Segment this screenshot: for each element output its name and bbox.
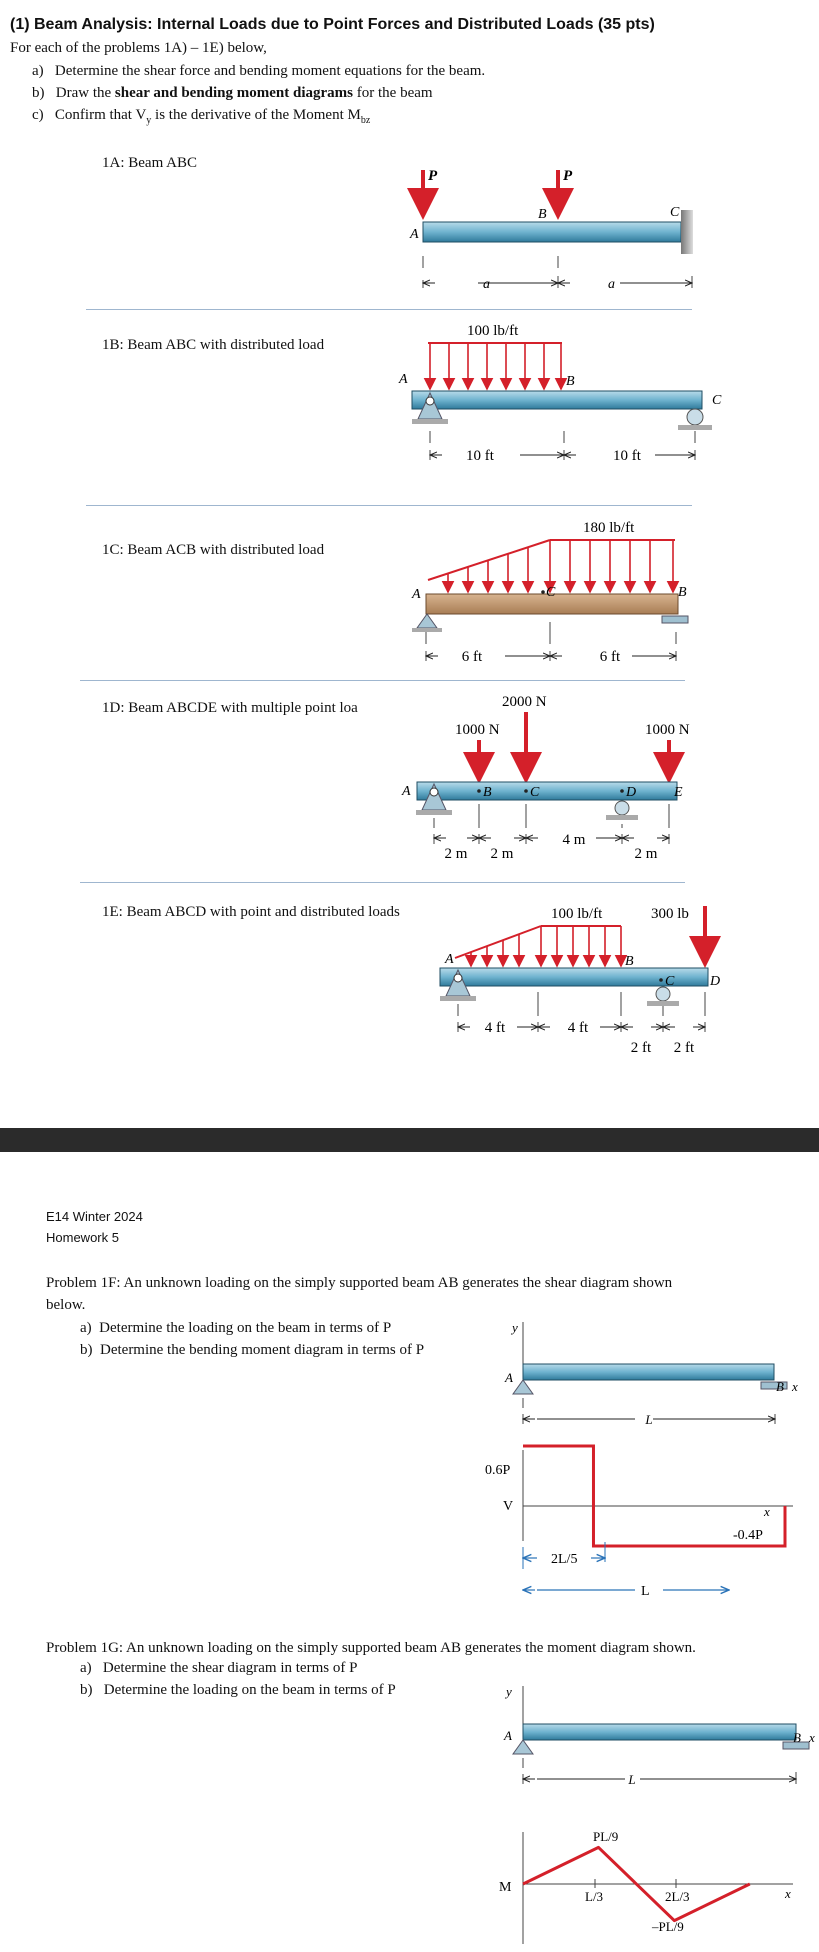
distributed-load-arrows bbox=[471, 926, 621, 966]
beam bbox=[423, 222, 681, 242]
point-b-label: B bbox=[483, 785, 492, 800]
roller-support bbox=[615, 801, 629, 815]
point-b-label: B bbox=[678, 585, 687, 600]
y-axis-label: y bbox=[506, 1684, 512, 1699]
distributed-load-label: 100 lb/ft bbox=[467, 323, 519, 339]
point-d-label: D bbox=[626, 785, 637, 800]
distributed-load-arrows bbox=[430, 343, 561, 389]
beam-1b-diagram bbox=[390, 315, 720, 485]
beam bbox=[412, 391, 702, 409]
point-b-label: B bbox=[538, 207, 547, 222]
point-c-label: C bbox=[665, 974, 675, 989]
point-a-label: A bbox=[410, 227, 419, 242]
separator bbox=[86, 505, 692, 506]
load-label: P bbox=[428, 168, 438, 184]
problem-1d-label: 1D: Beam ABCDE with multiple point loa bbox=[102, 700, 358, 716]
task-text: Draw the bbox=[55, 85, 115, 101]
tick-label: 2L/3 bbox=[665, 1889, 690, 1904]
problem-1e-label: 1E: Beam ABCD with point and distributed loads bbox=[102, 904, 400, 920]
load-label: 2000 N bbox=[502, 694, 547, 710]
dimension-label: 4 ft bbox=[484, 1020, 506, 1036]
v-max-label: 0.6P bbox=[485, 1463, 511, 1478]
section-title: (1) Beam Analysis: Internal Loads due to Point Forces and Distributed Loads (35 pts) bbox=[10, 16, 655, 33]
dimension-label: 2 m bbox=[634, 846, 658, 862]
roller-support bbox=[662, 616, 688, 623]
v-min-label: -0.4P bbox=[733, 1528, 763, 1543]
roller-support bbox=[656, 987, 670, 1001]
problem-1g-text: Problem 1G: An unknown loading on the simply supported beam AB generates the moment diagram shown. bbox=[46, 1640, 696, 1656]
dimension-label: 2 ft bbox=[673, 1040, 695, 1056]
beam bbox=[523, 1364, 774, 1380]
distributed-load-label: 100 lb/ft bbox=[551, 906, 603, 922]
x-axis-label: x bbox=[764, 1504, 770, 1519]
problem-1b-label: 1B: Beam ABC with distributed load bbox=[102, 337, 325, 353]
task-marker: b) bbox=[80, 1682, 93, 1698]
v-axis-label: V bbox=[503, 1499, 514, 1514]
problem-1f-task-b bbox=[80, 1342, 424, 1359]
task-text: Determine the loading on the beam in terms of P bbox=[103, 1682, 396, 1698]
dimension-label: 10 ft bbox=[613, 448, 641, 464]
ground bbox=[647, 1001, 679, 1006]
point-d-label: D bbox=[710, 974, 721, 989]
ground bbox=[606, 815, 638, 820]
problem-1f-diagram bbox=[475, 1316, 798, 1606]
separator bbox=[80, 680, 685, 681]
point-c-label: C bbox=[546, 585, 556, 600]
dimension-label: 10 ft bbox=[466, 448, 494, 464]
task-b bbox=[32, 85, 433, 102]
distributed-load-label: 180 lb/ft bbox=[583, 520, 635, 536]
problem-1g-task-b bbox=[80, 1682, 396, 1699]
ground bbox=[412, 419, 448, 424]
x-axis-label: x bbox=[809, 1730, 815, 1745]
intro-text: For each of the problems 1A) – 1E) below, bbox=[10, 40, 267, 56]
dimension-label: a bbox=[483, 277, 490, 292]
point-c-label: C bbox=[530, 785, 540, 800]
span-label: L bbox=[641, 1584, 650, 1599]
page-break-bar bbox=[0, 1128, 819, 1152]
task-text: for the beam bbox=[353, 85, 433, 101]
problem-1a-label: 1A: Beam ABC bbox=[102, 155, 198, 171]
m-max-label: PL/9 bbox=[593, 1829, 619, 1844]
point-a-label: A bbox=[504, 1728, 512, 1743]
task-marker: b) bbox=[80, 1342, 93, 1358]
homework-label: Homework 5 bbox=[46, 1230, 119, 1245]
task-text: Determine the loading on the beam in terms of P bbox=[99, 1320, 392, 1336]
problem-1c-label: 1C: Beam ACB with distributed load bbox=[102, 542, 325, 558]
problem-1g-diagram bbox=[475, 1676, 815, 1946]
beam bbox=[523, 1724, 796, 1740]
problem-1g-task-a bbox=[80, 1660, 357, 1677]
subscript: y bbox=[146, 115, 152, 126]
ground bbox=[412, 628, 442, 632]
distributed-load-arrows bbox=[448, 540, 673, 592]
roller-support bbox=[687, 409, 703, 425]
dimension-label: 6 ft bbox=[599, 649, 621, 665]
fixed-wall bbox=[681, 210, 693, 254]
load-label: 1000 N bbox=[455, 722, 500, 738]
ground bbox=[416, 810, 452, 815]
load-label: P bbox=[563, 168, 573, 184]
m-min-label: –PL/9 bbox=[652, 1919, 684, 1934]
point-b-label: B bbox=[625, 954, 634, 969]
point-a-label: A bbox=[399, 372, 408, 387]
task-text: is the derivative of the Moment M bbox=[151, 107, 361, 123]
beam bbox=[417, 782, 677, 800]
task-text: Determine the shear diagram in terms of P bbox=[102, 1660, 358, 1676]
point-b-label: B bbox=[793, 1730, 801, 1745]
m-axis-label: M bbox=[499, 1880, 512, 1895]
separator bbox=[86, 309, 692, 310]
separator bbox=[80, 882, 685, 883]
ground bbox=[440, 996, 476, 1001]
point-a-label: A bbox=[412, 587, 421, 602]
task-bold-text: shear and bending moment diagrams bbox=[114, 85, 353, 101]
dimension-label: 6 ft bbox=[461, 649, 483, 665]
span-label: L bbox=[645, 1412, 653, 1427]
ground bbox=[678, 425, 712, 430]
point-b-label: B bbox=[566, 374, 575, 389]
load-label: 300 lb bbox=[651, 906, 689, 922]
task-marker: a) bbox=[80, 1660, 92, 1676]
point-a-label: A bbox=[505, 1370, 513, 1385]
dimension-label: 2 m bbox=[444, 846, 468, 862]
x-axis-label: x bbox=[792, 1379, 798, 1394]
span-label: L bbox=[628, 1772, 636, 1787]
point-a-label: A bbox=[402, 784, 411, 799]
load-label: 1000 N bbox=[645, 722, 690, 738]
task-a bbox=[32, 63, 485, 80]
task-marker: a) bbox=[32, 63, 44, 79]
beam-1c-diagram bbox=[400, 512, 720, 672]
beam-1e-diagram bbox=[425, 896, 725, 1071]
dimension-label: a bbox=[608, 277, 615, 292]
dimension-label: 2 ft bbox=[630, 1040, 652, 1056]
point-c-label: C bbox=[670, 205, 680, 220]
problem-1f-text-cont: below. bbox=[46, 1297, 86, 1313]
pin-support bbox=[513, 1380, 533, 1394]
y-axis-label: y bbox=[512, 1320, 518, 1335]
pin-support bbox=[417, 614, 437, 628]
dimension-label: 4 m bbox=[562, 832, 586, 848]
point-a-label: A bbox=[445, 952, 454, 967]
pin-support bbox=[513, 1740, 533, 1754]
course-name: E14 Winter 2024 bbox=[46, 1209, 143, 1224]
task-text: Determine the shear force and bending moment equations for the beam. bbox=[54, 63, 486, 79]
task-marker: c) bbox=[32, 107, 44, 123]
break-label: 2L/5 bbox=[551, 1552, 578, 1567]
dimension-label: 4 ft bbox=[567, 1020, 589, 1036]
point-e-label: E bbox=[674, 785, 683, 800]
task-text: Determine the bending moment diagram in terms of P bbox=[100, 1342, 425, 1358]
subscript: bz bbox=[360, 115, 371, 126]
point-c-label: C bbox=[712, 393, 722, 408]
task-marker: a) bbox=[80, 1320, 92, 1336]
dimension-label: 2 m bbox=[490, 846, 514, 862]
problem-1f-task-a bbox=[80, 1320, 391, 1337]
beam-1a-diagram bbox=[380, 160, 725, 300]
tick-label: L/3 bbox=[585, 1889, 604, 1904]
beam-1d-diagram bbox=[390, 688, 720, 868]
x-axis-label: x bbox=[785, 1886, 791, 1901]
problem-1f-text: Problem 1F: An unknown loading on the simply supported beam AB generates the shear diagram shown bbox=[46, 1275, 673, 1291]
task-text: Confirm that V bbox=[54, 107, 147, 123]
point-b-label: B bbox=[776, 1379, 784, 1394]
task-marker: b) bbox=[32, 85, 45, 101]
task-c bbox=[32, 107, 370, 126]
